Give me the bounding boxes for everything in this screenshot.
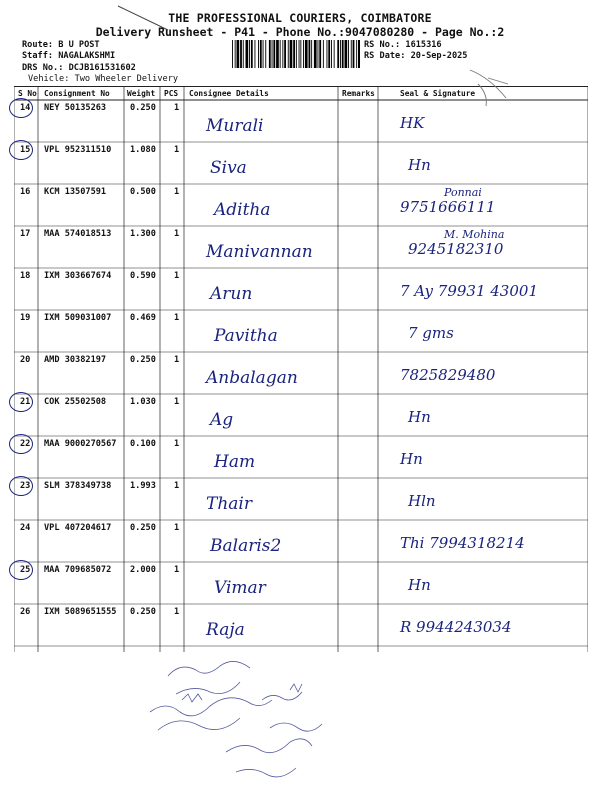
row-sno: 26 (20, 607, 31, 617)
company-title: THE PROFESSIONAL COURIERS, COIMBATORE (168, 11, 432, 25)
row-consignment-no: NEY 50135263 (44, 103, 107, 113)
row-weight: 0.250 (130, 355, 156, 365)
row-sno: 20 (20, 355, 31, 365)
row-pcs: 1 (174, 481, 180, 491)
col-header-consignment: Consignment No (44, 89, 110, 98)
row-signature-handwriting: Hn (408, 408, 431, 426)
col-header-sno: S No (18, 89, 37, 98)
row-sno: 25 (20, 565, 31, 575)
runsheet-title: Delivery Runsheet - P41 - Phone No.:9047080280 - Page No.:2 (95, 25, 505, 39)
row-pcs: 1 (174, 607, 180, 617)
row-consignee-handwriting: Anbalagan (206, 368, 298, 388)
row-pcs: 1 (174, 565, 180, 575)
row-sno: 17 (20, 229, 31, 239)
rs-number: RS No.: 1615316 (364, 40, 442, 50)
row-signature-handwriting: 9245182310 (408, 240, 504, 258)
row-pcs: 1 (174, 271, 180, 281)
row-consignee-handwriting: Manivannan (206, 242, 313, 262)
row-pcs: 1 (174, 397, 180, 407)
row-signature-handwriting: 7 Ay 79931 43001 (400, 282, 538, 300)
col-header-remarks: Remarks (342, 89, 375, 98)
row-consignment-no: MAA 709685072 (44, 565, 112, 575)
row-signature-handwriting: 7 gms (408, 324, 454, 342)
row-consignee-handwriting: Raja (206, 620, 245, 640)
row-circle-mark (9, 392, 33, 412)
row-signature-handwriting: 9751666111 (400, 198, 496, 216)
drs-label: DRS No.: DCJB161531602 (22, 63, 136, 73)
row-signature-handwriting: R 9944243034 (400, 618, 512, 636)
row-weight: 1.030 (130, 397, 156, 407)
row-weight: 1.300 (130, 229, 156, 239)
runsheet-table (14, 86, 588, 652)
row-sno: 15 (20, 145, 31, 155)
row-weight: 1.080 (130, 145, 156, 155)
row-circle-mark (9, 140, 33, 160)
row-weight: 0.469 (130, 313, 156, 323)
row-signature-handwriting: Hn (408, 156, 431, 174)
row-sno: 21 (20, 397, 31, 407)
row-consignee-handwriting: Aditha (214, 200, 271, 220)
row-consignment-no: KCM 13507591 (44, 187, 107, 197)
row-consignment-no: AMD 30382197 (44, 355, 107, 365)
row-sno: 22 (20, 439, 31, 449)
col-header-consignee: Consignee Details (189, 89, 269, 98)
barcode-image (232, 40, 360, 68)
row-signature-handwriting: 7825829480 (400, 366, 496, 384)
col-header-weight: Weight (127, 89, 156, 98)
row-consignment-no: VPL 407204617 (44, 523, 112, 533)
row-circle-mark (9, 434, 33, 454)
row-consignment-no: IXM 509031007 (44, 313, 112, 323)
route-label: Route: B U POST (22, 40, 100, 50)
row-pcs: 1 (174, 103, 180, 113)
row-weight: 1.993 (130, 481, 156, 491)
row-consignment-no: MAA 574018513 (44, 229, 112, 239)
row-signature-handwriting: Hln (408, 492, 436, 510)
row-pcs: 1 (174, 523, 180, 533)
row-consignment-no: IXM 303667674 (44, 271, 112, 281)
row-consignment-no: VPL 952311510 (44, 145, 112, 155)
row-sno: 18 (20, 271, 31, 281)
row-consignment-no: COK 25502508 (44, 397, 107, 407)
row-sno: 19 (20, 313, 31, 323)
col-header-pcs: PCS (164, 89, 179, 98)
row-consignee-handwriting: Ham (214, 452, 256, 472)
row-signature-note: Ponnai (444, 186, 482, 199)
row-weight: 0.250 (130, 103, 156, 113)
row-sno: 16 (20, 187, 31, 197)
row-pcs: 1 (174, 145, 180, 155)
row-consignee-handwriting: Murali (206, 116, 264, 136)
row-pcs: 1 (174, 313, 180, 323)
row-signature-handwriting: Hn (400, 450, 423, 468)
staff-label: Staff: NAGALAKSHMI (22, 51, 116, 61)
row-pcs: 1 (174, 187, 180, 197)
row-consignment-no: MAA 9000270567 (44, 439, 117, 449)
row-consignee-handwriting: Siva (210, 158, 247, 178)
row-sno: 23 (20, 481, 31, 491)
row-consignee-handwriting: Balaris2 (210, 536, 282, 556)
row-signature-handwriting: HK (400, 114, 425, 132)
row-pcs: 1 (174, 229, 180, 239)
row-circle-mark (9, 476, 33, 496)
col-header-seal: Seal & Signature (400, 89, 476, 98)
row-consignment-no: SLM 378349738 (44, 481, 112, 491)
row-weight: 0.500 (130, 187, 156, 197)
row-signature-note: M. Mohina (444, 228, 505, 241)
row-pcs: 1 (174, 439, 180, 449)
row-weight: 2.000 (130, 565, 156, 575)
row-weight: 0.590 (130, 271, 156, 281)
row-weight: 0.100 (130, 439, 156, 449)
row-weight: 0.250 (130, 607, 156, 617)
row-consignee-handwriting: Ag (210, 410, 234, 430)
row-circle-mark (9, 98, 33, 118)
row-signature-handwriting: Thi 7994318214 (400, 534, 525, 552)
row-consignee-handwriting: Pavitha (214, 326, 278, 346)
row-pcs: 1 (174, 355, 180, 365)
row-circle-mark (9, 560, 33, 580)
row-consignment-no: IXM 5089651555 (44, 607, 117, 617)
row-signature-handwriting: Hn (408, 576, 431, 594)
row-sno: 14 (20, 103, 31, 113)
row-consignee-handwriting: Vimar (214, 578, 266, 598)
row-consignee-handwriting: Thair (206, 494, 252, 514)
rs-date: RS Date: 20-Sep-2025 (364, 51, 468, 61)
row-consignee-handwriting: Arun (210, 284, 253, 304)
row-weight: 0.250 (130, 523, 156, 533)
row-sno: 24 (20, 523, 31, 533)
vehicle-label: Vehicle: Two Wheeler Delivery (28, 74, 179, 84)
